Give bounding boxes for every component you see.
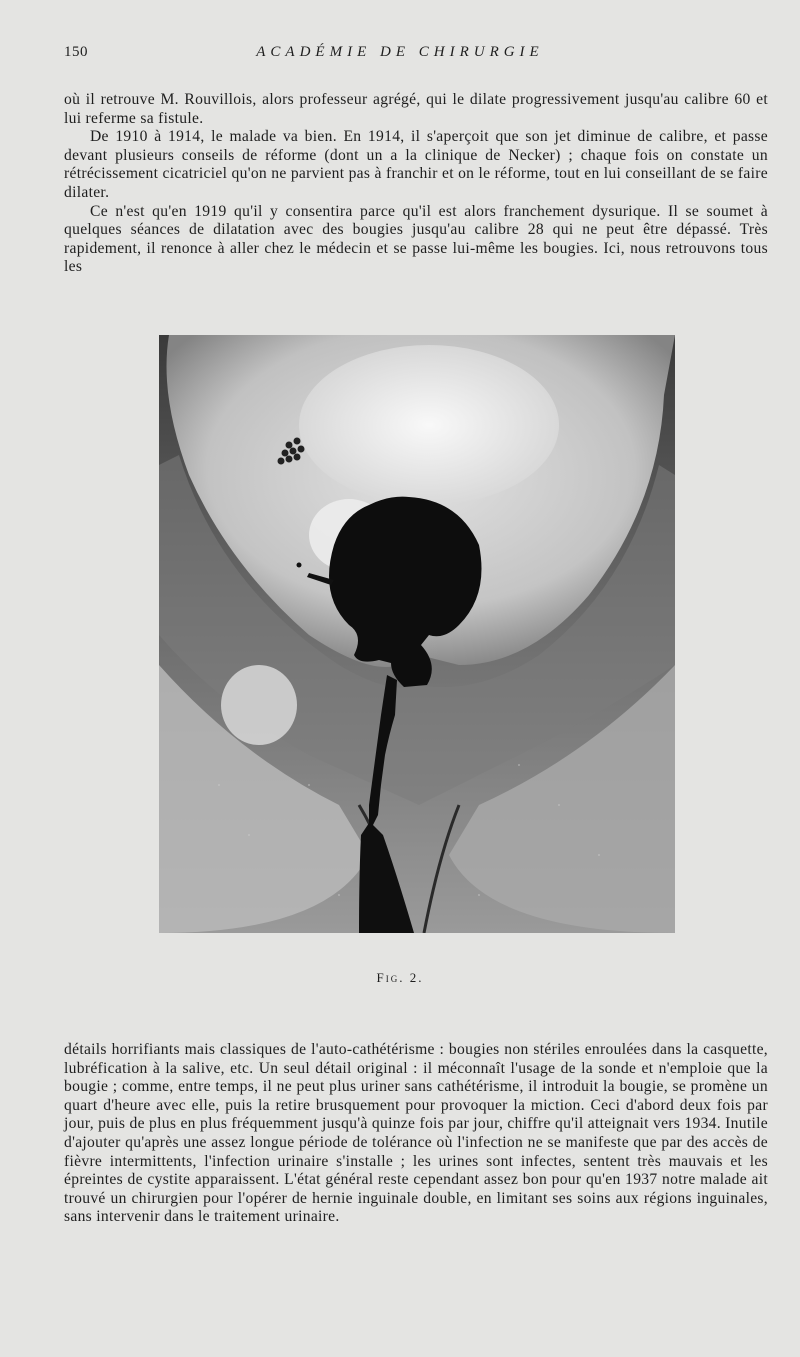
paragraph: où il retrouve M. Rouvillois, alors professeur agrégé, qui le dilate progressivement jusqu'au calibre 60 et lui referme sa fistule. (64, 91, 768, 127)
running-head: ACADÉMIE DE CHIRURGIE (256, 44, 544, 60)
paragraph: De 1910 à 1914, le malade va bien. En 1914, il s'aperçoit que son jet diminue de calibre, et passe devant plusieurs conseils de réforme (dont un a la clinique de Necker) ; chaque fois on constate un rétrécissement cicatriciel qu'on ne parvient pas à franchir et on le réforme, tout en lui conseillant de se faire dilater. (64, 128, 768, 201)
radiograph-image (159, 335, 675, 933)
radiograph-figure (159, 335, 675, 933)
page-number: 150 (64, 44, 88, 60)
figure-caption: Fig. 2. (376, 970, 424, 985)
paragraph: détails horrifiants mais classiques de l'auto-cathétérisme : bougies non stériles enroulées dans la casquette, lubréfication à la salive, etc. Un seul détail original : il méconnaît l'usage de la sonde et n'emploie que la bougie ; comme, entre temps, il ne peut plus uriner sans cathétérisme, il introduit la bougie, se promène un quart d'heure avec elle, puis la retire brusquement pour provoquer la miction. Ceci d'abord deux fois par jour, puis de plus en plus fréquemment jusqu'à quinze fois par jour, chiffre qu'il atteignait vers 1934. Inutile d'ajouter qu'après une assez longue période de tolérance où l'infection ne se manifeste que par des accès de fièvre intermittents, l'infection urinaire s'installe ; les urines sont infectes, sentent très mauvais et les épreintes de cystite apparaissent. L'état général reste cependant assez bon pour qu'en 1937 notre malade ait trouvé un chirurgien pour l'opérer de hernie inguinale double, en limitant ses soins aux régions inguinales, sans intervenir dans le traitement urinaire. (64, 1041, 768, 1226)
paragraph: Ce n'est qu'en 1919 qu'il y consentira parce qu'il est alors franchement dysurique. Il se soumet à quelques séances de dilatation avec des bougies jusqu'au calibre 28 qui ne peut être dépassé. Très rapidement, il renonce à aller chez le médecin et se passe lui-même les bougies. Ici, nous retrouvons tous les (64, 202, 768, 276)
top-text-block (64, 91, 768, 277)
bottom-text-block (64, 1041, 768, 1227)
